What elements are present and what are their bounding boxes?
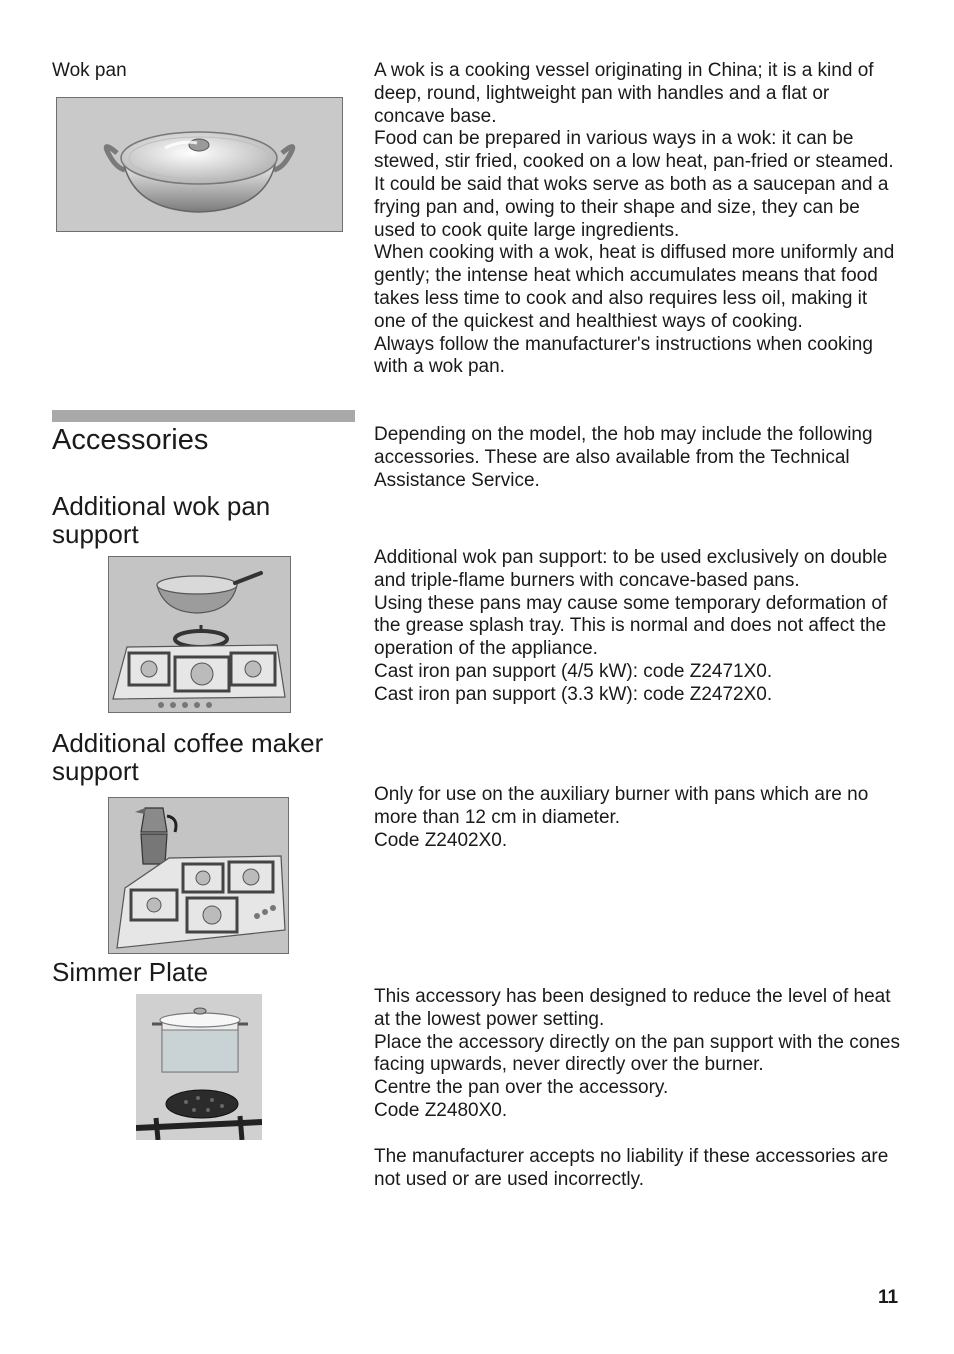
wok-pan-image (56, 97, 343, 232)
wok-support-paragraph: Cast iron pan support (3.3 kW): code Z2472X0. (374, 683, 773, 705)
simmer-plate-description (374, 986, 904, 1123)
wok-description (374, 60, 904, 379)
disclaimer (374, 1146, 904, 1192)
simmer-plate-image (136, 994, 262, 1140)
simmer-plate-paragraph: Centre the pan over the accessory. (374, 1077, 669, 1099)
wok-support-paragraph: Cast iron pan support (4/5 kW): code Z2471X0. (374, 660, 773, 682)
coffee-support-paragraph: Only for use on the auxiliary burner with pans which are no more than 12 cm in diameter. (374, 784, 869, 828)
wok-support-paragraph: Using these pans may cause some temporary deformation of the grease splash tray. This is normal and does not affect the operation of the appliance. (374, 592, 888, 660)
coffee-support-paragraph: Code Z2402X0. (374, 829, 508, 851)
wok-paragraph: A wok is a cooking vessel originating in China; it is a kind of deep, round, lightweight pan with handles and a flat or concave base. (374, 60, 874, 127)
coffee-support-heading: Additional coffee maker support (52, 728, 324, 786)
accessories-intro-text: Depending on the model, the hob may include the following accessories. These are also available from the Technical Assistance Service. (374, 424, 873, 491)
wok-pan-label: Wok pan (52, 60, 127, 81)
simmer-plate-paragraph: This accessory has been designed to reduce the level of heat at the lowest power setting. (374, 986, 891, 1030)
wok-paragraph: Always follow the manufacturer's instructions when cooking with a wok pan. (374, 333, 873, 378)
wok-support-heading: Additional wok pan support (52, 491, 271, 549)
wok-support-paragraph: Additional wok pan support: to be used exclusively on double and triple-flame burners with concave-based pans. (374, 547, 888, 591)
wok-support-image (108, 556, 291, 713)
disclaimer-text: The manufacturer accepts no liability if these accessories are not used or are used incorrectly. (374, 1146, 889, 1190)
simmer-plate-paragraph: Code Z2480X0. (374, 1099, 508, 1121)
simmer-plate-paragraph: Place the accessory directly on the pan support with the cones facing upwards, never directly over the burner. (374, 1031, 900, 1076)
wok-support-description (374, 547, 904, 707)
coffee-support-image (108, 797, 289, 954)
page-number: 11 (878, 1287, 899, 1308)
wok-paragraph: Food can be prepared in various ways in a wok: it can be stewed, stir fried, cooked on a low heat, pan-fried or steamed. It could be said that woks serve as both as a saucepan and a frying pan and, owing to their shape and size, they can be used to cook quite large ingredients. (374, 128, 894, 241)
simmer-plate-heading: Simmer Plate (52, 957, 209, 987)
accessories-intro (374, 424, 904, 492)
wok-paragraph: When cooking with a wok, heat is diffused more uniformly and gently; the intense heat which accumulates means that food takes less time to cook and also requires less oil, making it one of the quickest and healthiest ways of cooking. (374, 242, 895, 332)
section-divider (52, 410, 355, 422)
coffee-support-description (374, 784, 904, 852)
accessories-heading: Accessories (52, 424, 209, 456)
